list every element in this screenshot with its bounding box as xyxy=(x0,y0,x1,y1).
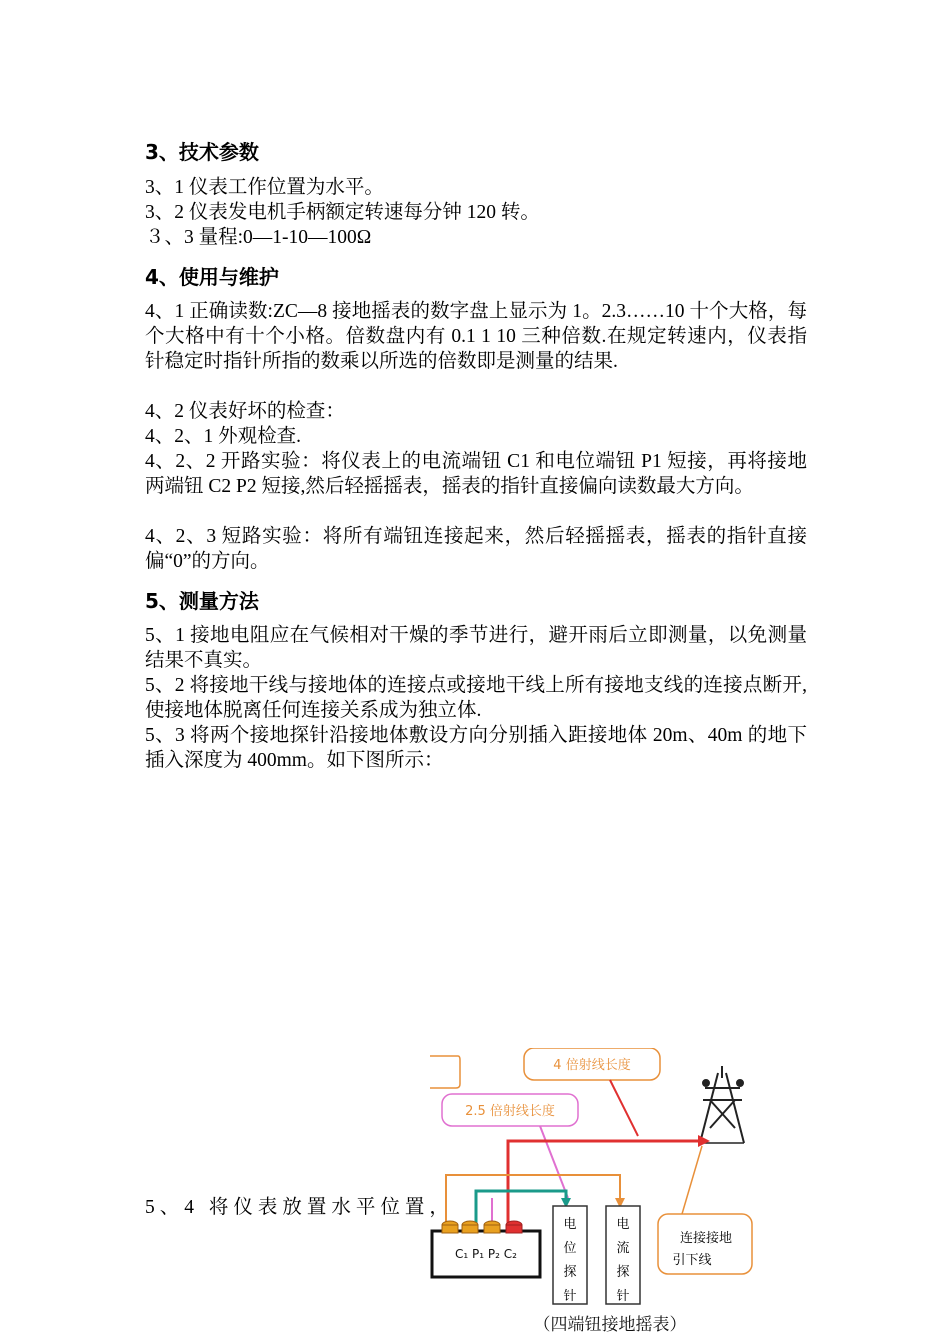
callout-25x-label: 2.5 倍射线长度 xyxy=(465,1104,555,1119)
callout-25x-pointer xyxy=(540,1126,568,1198)
item-5-4: 5、4 将仪表放置水平位置， xyxy=(145,1197,454,1218)
probe-potential-char: 位 xyxy=(563,1241,577,1256)
item-4-2-1: 4、2、1 外观检查. xyxy=(145,426,302,447)
item-3-2: 3、2 仪表发电机手柄额定转速每分钟 120 转。 xyxy=(145,202,540,223)
ground-lead-pointer xyxy=(682,1146,702,1214)
red-arrowhead-icon xyxy=(698,1135,710,1147)
ground-lead-label-2: 引下线 xyxy=(672,1253,712,1268)
section-4-heading: 4、使用与维护 xyxy=(145,265,279,289)
callout-4x-pointer xyxy=(610,1080,638,1136)
diagram-caption: （四端钮接地摇表） xyxy=(533,1315,687,1335)
item-5-3: 5、3 将两个接地探针沿接地体敷设方向分别插入距接地体 20m、40m 的地下插入深度为 400mm。如下图所示： xyxy=(145,725,807,771)
section-3-heading: 3、技术参数 xyxy=(145,140,259,164)
probe-current-char: 电 xyxy=(616,1217,630,1232)
terminal-labels: C₁ P₁ P₂ C₂ xyxy=(455,1247,517,1261)
connection-wire-orange xyxy=(446,1175,620,1223)
probe-potential-char: 针 xyxy=(563,1289,577,1304)
ground-lead-label-1: 连接接地 xyxy=(679,1231,733,1246)
probe-current-char: 流 xyxy=(616,1241,630,1256)
item-4-2: 4、2 仪表好坏的检查： xyxy=(145,401,345,422)
partial-callout-box xyxy=(430,1056,460,1088)
transmission-tower-icon xyxy=(700,1066,744,1143)
item-4-1: 4、1 正确读数:ZC—8 接地摇表的数字盘上显示为 1。2.3……10 十个大格，每个大格中有十个小格。倍数盘内有 0.1 1 10 三种倍数.在规定转速内，仪表指针稳定时指针所指的数乘以所选的倍数即是测量的结果. xyxy=(145,301,807,372)
item-5-1: 5、1 接地电阻应在气候相对干燥的季节进行，避开雨后立即测量，以免测量结果不真实。 xyxy=(145,625,807,671)
current-wire-red xyxy=(508,1141,698,1223)
item-4-2-3: 4、2、3 短路实验：将所有端钮连接起来，然后轻摇摇表，摇表的指针直接偏“0”的方向。 xyxy=(145,526,807,572)
item-4-2-2: 4、2、2 开路实验：将仪表上的电流端钮 C1 和电位端钮 P1 短接，再将接地两端钮 C2 P2 短接,然后轻摇摇表，摇表的指针直接偏向读数最大方向。 xyxy=(145,451,807,497)
probe-potential-char: 电 xyxy=(563,1217,577,1232)
probe-current-char: 探 xyxy=(616,1265,630,1280)
section-5-heading: 5、测量方法 xyxy=(145,589,259,613)
probe-potential-char: 探 xyxy=(563,1265,577,1280)
item-3-3: ３、3 量程:0—1-10—100Ω xyxy=(145,227,372,248)
callout-4x-label: 4 倍射线长度 xyxy=(553,1058,631,1073)
item-5-2: 5、2 将接地干线与接地体的连接点或接地干线上所有接地支线的连接点断开,使接地体脱离任何连接关系成为独立体. xyxy=(145,675,807,721)
item-3-1: 3、1 仪表工作位置为水平。 xyxy=(145,177,384,198)
grounding-measurement-diagram xyxy=(420,1048,760,1340)
probe-current-char: 针 xyxy=(616,1289,630,1304)
